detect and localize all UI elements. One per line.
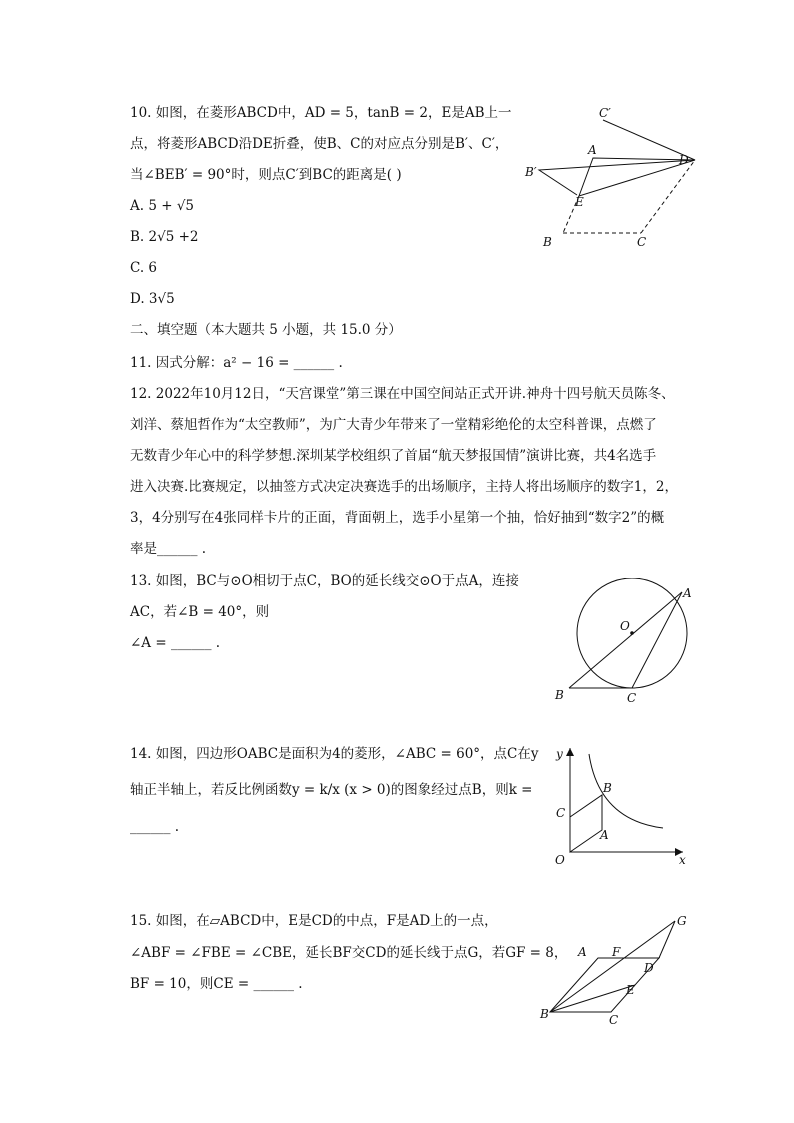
q13-label-c: C	[627, 691, 637, 705]
q13-figure	[545, 578, 705, 708]
q11-line: 11. 因式分解：a² − 16 = ______ .	[130, 355, 343, 371]
q14-line-3: ______ .	[130, 819, 180, 835]
q14-label-c: C	[556, 806, 566, 820]
q15-label-d: D	[644, 961, 654, 975]
q10-label-b: B	[543, 235, 552, 249]
q12-line-5: 3，4分别写在4张同样卡片的正面，背面朝上，选手小星第一个抽，恰好抽到“数字2”的概	[130, 510, 665, 526]
q14-figure	[545, 740, 695, 870]
q10-label-b-prime: B′	[525, 165, 537, 179]
q12-line-4: 进入决赛.比赛规定，以抽签方式决定决赛选手的出场顺序，主持人将出场顺序的数字1，2，	[130, 479, 678, 495]
q13-line-1: 13. 如图，BC与⊙O相切于点C，BO的延长线交⊙O于点A，连接	[130, 573, 519, 589]
q14-label-x: x	[679, 853, 686, 867]
q15-line-2: ∠ABF = ∠FBE = ∠CBE，延长BF交CD的延长线于点G，若GF = 8，	[130, 945, 568, 961]
q15-label-c: C	[609, 1013, 619, 1027]
q10-label-c-prime: C′	[599, 106, 611, 120]
q12-line-2: 刘洋、蔡旭哲作为“太空教师”，为广大青少年带来了一堂精彩绝伦的太空科普课，点燃了	[130, 417, 657, 433]
q15-label-f: F	[612, 945, 621, 959]
q10-figure	[515, 100, 705, 250]
q14-y-arrow	[566, 748, 574, 756]
q15-label-g: G	[677, 914, 687, 928]
q15-figure	[535, 908, 705, 1028]
q13-label-a: A	[683, 586, 692, 600]
q15-label-a: A	[578, 945, 587, 959]
q14-label-o: O	[555, 853, 565, 867]
q10-line-2: 点，将菱形ABCD沿DE折叠，使B、C的对应点分别是B′、C′，	[130, 136, 509, 152]
q15-line-bg	[550, 921, 675, 1012]
q13-line-2: AC，若∠B = 40°，则	[130, 604, 270, 620]
q15-label-b: B	[540, 1007, 549, 1021]
q12-line-1: 12. 2022年10月12日，“天宫课堂”第三课在中国空间站正式开讲.神舟十四号航天员陈冬、	[130, 386, 675, 402]
q13-line-3: ∠A = ______ .	[130, 635, 221, 651]
q10-option-d: D. 3√5	[130, 291, 175, 307]
q15-line-1: 15. 如图，在▱ABCD中，E是CD的中点，F是AD上的一点，	[130, 913, 498, 929]
q10-line-1: 10. 如图，在菱形ABCD中，AD = 5，tanB = 2，E是AB上一	[130, 105, 512, 121]
q10-dashed-cd	[641, 160, 695, 233]
q12-line-6: 率是______ .	[130, 541, 207, 557]
q14-label-y: y	[556, 747, 563, 761]
q14-label-a: A	[600, 828, 609, 842]
q10-label-c: C	[637, 235, 647, 249]
q10-line-3: 当∠BEB′ = 90°时，则点C′到BC的距离是( )	[130, 167, 402, 183]
q14-line-2: 轴正半轴上，若反比例函数y = k/x (x > 0)的图象经过点B，则k =	[130, 782, 533, 798]
q13-label-o: O	[620, 619, 630, 633]
q12-line-3: 无数青少年心中的科学梦想.深圳某学校组织了首届“航天梦报国情”演讲比赛，共4名选手	[130, 448, 657, 464]
q15-label-e: E	[626, 983, 635, 997]
q10-option-a: A. 5 + √5	[130, 198, 195, 214]
q13-chord-ac	[632, 592, 682, 688]
q15-line-3: BF = 10，则CE = ______ .	[130, 976, 303, 992]
q13-line-ba	[569, 592, 682, 688]
q15-line-be	[550, 985, 635, 1012]
q10-label-e: E	[575, 195, 584, 209]
q13-label-b: B	[555, 688, 564, 702]
q10-label-d: D	[679, 153, 689, 167]
q14-rhombus-oabc	[570, 795, 602, 852]
section-2-heading: 二、填空题（本大题共 5 小题，共 15.0 分）	[130, 322, 402, 338]
q15-parallelogram-abcd	[550, 958, 659, 1012]
q10-option-b: B. 2√5 +2	[130, 229, 199, 245]
q10-option-c: C. 6	[130, 260, 158, 276]
q14-label-b: B	[603, 781, 612, 795]
q14-line-1: 14. 如图，四边形OABC是面积为4的菱形，∠ABC = 60°，点C在y	[130, 746, 539, 762]
q10-label-a: A	[588, 143, 597, 157]
q14-hyperbola	[589, 754, 663, 828]
